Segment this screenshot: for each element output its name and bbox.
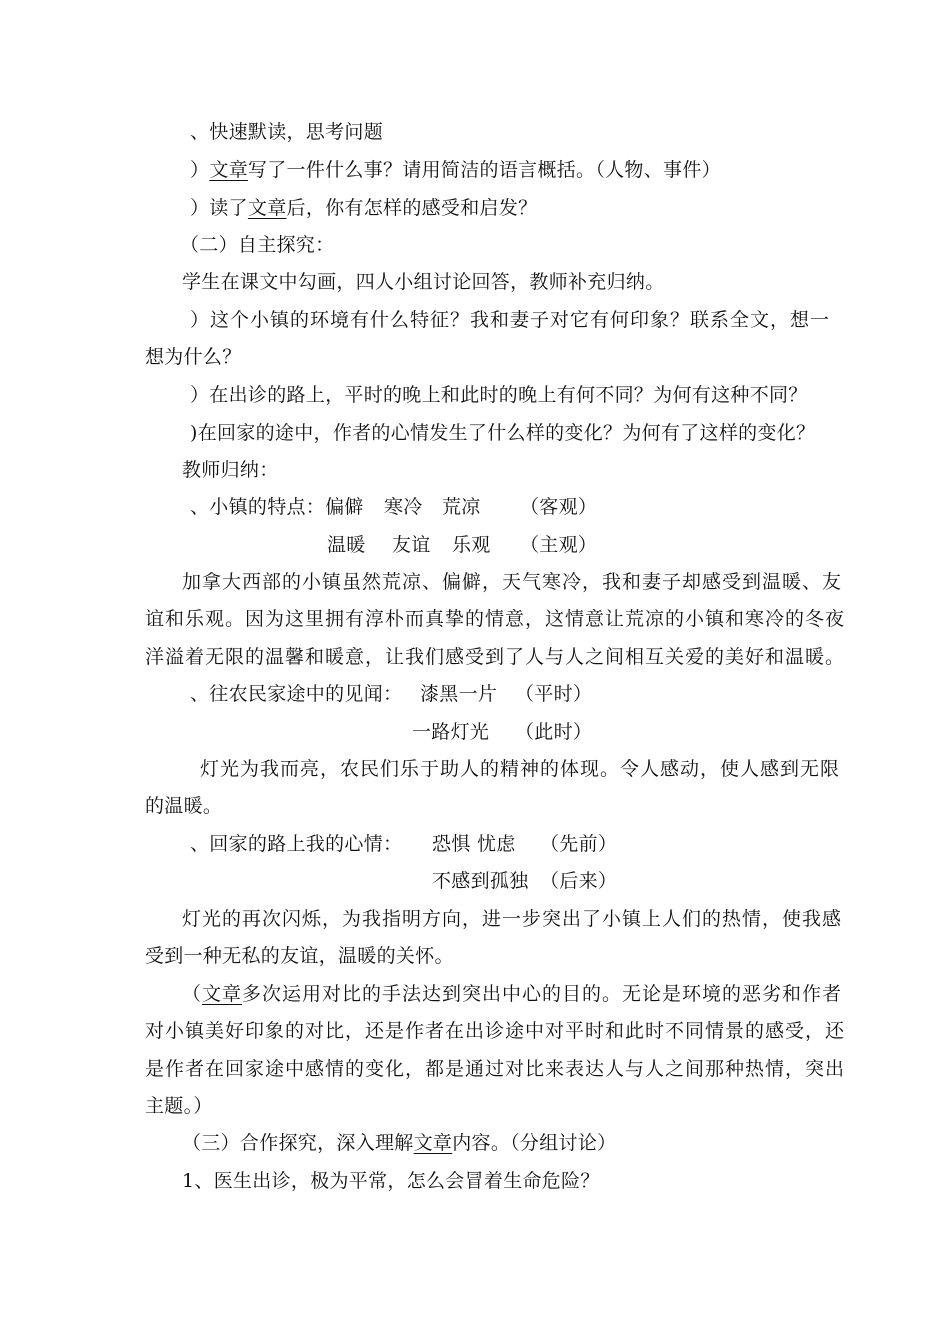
text-line: 教师归纳：	[182, 459, 279, 481]
section-heading	[182, 1131, 616, 1155]
text-line: ）这个小镇的环境有什么特征？我和妻子对它有何印象？联系全文，想一	[190, 309, 831, 331]
text-segment: ）读了	[190, 197, 248, 219]
underlined-word: 文章	[247, 197, 287, 219]
text-segment: 、往农民家途中的见闻：	[190, 683, 403, 705]
text-segment: 多次运用对比的手法达到突出中心的目的。无论是环境的恶劣和作者	[242, 983, 843, 1005]
text-line: 是作者在回家途中感情的变化，都是通过对比来表达人与人之间那种热情，突出	[145, 1058, 846, 1080]
text-segment: 内容。（分组讨论）	[452, 1132, 617, 1154]
text-line: 对小镇美好印象的对比，还是作者在出诊途中对平时和此时不同情景的感受，还	[145, 1020, 846, 1042]
underlined-word: 文章	[209, 159, 248, 181]
text-segment: （先前）	[540, 833, 618, 855]
text-segment: 荒凉	[442, 496, 481, 518]
text-line	[190, 196, 537, 220]
underlined-word: 文章	[202, 983, 243, 1005]
text-segment: （三）合作探究，深入理解	[182, 1132, 414, 1154]
text-segment: （	[182, 983, 203, 1005]
text-segment: 、小镇的特点：偏僻	[190, 496, 364, 518]
text-line: 想为什么？	[145, 346, 242, 368]
text-segment: 温暖	[327, 534, 366, 556]
text-segment: 、回家的路上我的心情：	[190, 833, 403, 855]
text-line: 学生在课文中勾画，四人小组讨论回答，教师补充归纳。	[182, 271, 665, 293]
text-segment: （客观）	[520, 496, 598, 518]
text-line: 灯光为我而亮，农民们乐于助人的精神的体现。令人感动，使人感到无限	[200, 758, 841, 780]
text-line: 受到一种无私的友谊，温暖的关怀。	[145, 945, 454, 967]
text-segment: 乐观	[452, 534, 491, 556]
text-line: 的温暖。	[145, 795, 223, 817]
text-line	[190, 158, 721, 182]
text-line: 加拿大西部的小镇虽然荒凉、偏僻，天气寒冷，我和妻子却感受到温暖、友	[182, 571, 843, 593]
underlined-word: 文章	[413, 1132, 453, 1154]
text-segment: （平时）	[515, 683, 593, 705]
text-segment: 写了一件什么事？请用简洁的语言概括。（人物、事件）	[247, 159, 721, 181]
text-segment: （主观）	[520, 534, 598, 556]
text-segment: 友谊	[392, 534, 431, 556]
text-line: )在回家的途中，作者的心情发生了什么样的变化？为何有了这样的变化？	[190, 422, 816, 444]
text-segment: 一路灯光	[412, 721, 490, 743]
section-heading: （二）自主探究：	[180, 234, 335, 256]
text-line: 、快速默读，思考问题	[190, 121, 384, 143]
text-line: 主题。）	[145, 1095, 213, 1117]
text-segment: 后，你有怎样的感受和启发？	[286, 197, 538, 219]
text-segment: 恐惧 忧虑	[432, 833, 516, 855]
text-segment: 不感到孤独	[432, 870, 529, 892]
text-line: 洋溢着无限的温馨和暖意，让我们感受到了人与人之间相互关爱的美好和温暖。	[145, 646, 846, 668]
text-segment: （此时）	[515, 721, 593, 743]
text-line: 灯光的再次闪烁，为我指明方向，进一步突出了小镇上人们的热情，使我感	[182, 908, 843, 930]
text-line: ）在出诊的路上，平时的晚上和此时的晚上有何不同？为何有这种不同？	[190, 384, 808, 406]
text-segment: ）	[190, 159, 210, 181]
text-line	[190, 495, 364, 519]
text-line: 谊和乐观。因为这里拥有淳朴而真挚的情意，这情意让荒凉的小镇和寒冷的冬夜	[145, 608, 846, 630]
text-segment: 寒冷	[384, 496, 423, 518]
text-segment: （后来）	[540, 870, 618, 892]
text-line: 1、医生出诊，极为平常，怎么会冒着生命危险？	[182, 1170, 600, 1192]
text-segment: 漆黑一片	[420, 683, 498, 705]
text-line	[182, 982, 842, 1006]
